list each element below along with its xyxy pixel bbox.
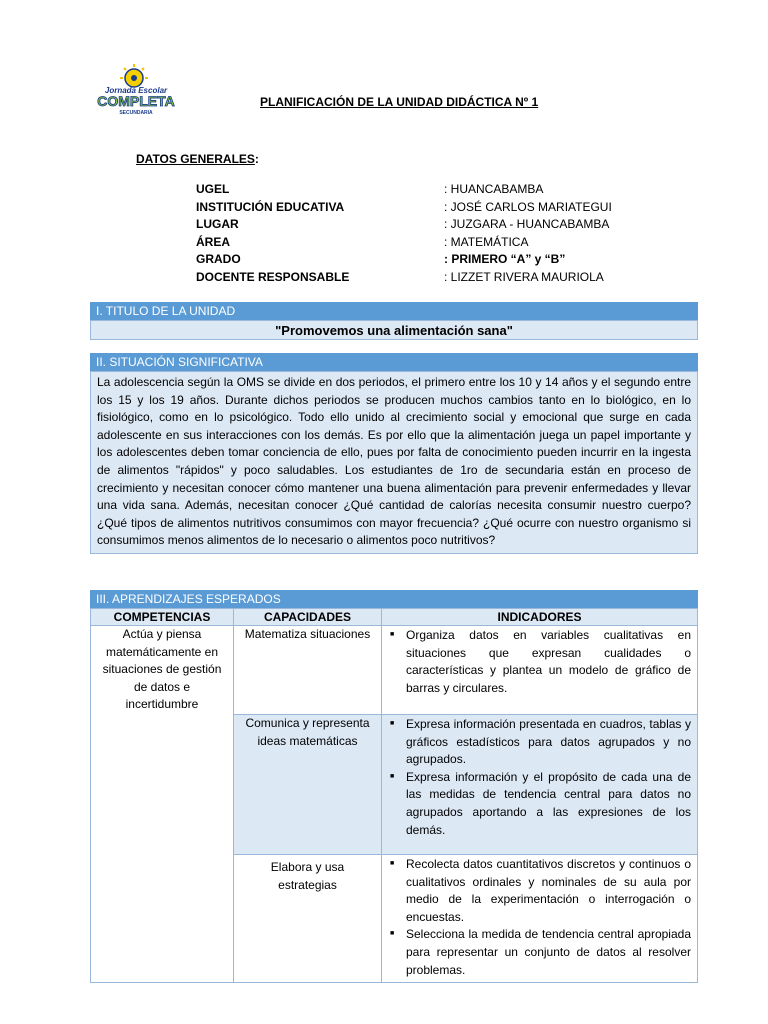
- datos-label: UGEL: [196, 182, 230, 196]
- section-heading: II. SITUACIÓN SIGNIFICATIVA: [90, 353, 698, 371]
- competencia-cell: Actúa y piensa matemáticamente en situaciones de gestión de datos e incertidumbre: [91, 626, 234, 983]
- column-header: INDICADORES: [382, 609, 698, 626]
- datos-row-docente: [196, 269, 636, 287]
- capacidad-cell: Elabora y usa estrategias: [234, 855, 382, 983]
- list-item: ■ Recolecta datos cuantitativos discretos y continuos o cualitativos ordinales y nominales de su aula por medio de la experimentación o interrogación o encuestas.: [390, 856, 691, 926]
- aprendizajes-table: [90, 608, 698, 983]
- column-header: COMPETENCIAS: [91, 609, 234, 626]
- capacidad-cell: Matematiza situaciones: [234, 626, 382, 715]
- capacidad-cell: Comunica y representa ideas matemáticas: [234, 715, 382, 855]
- datos-label: DOCENTE RESPONSABLE: [196, 269, 350, 284]
- datos-value: : MATEMÁTICA: [444, 234, 529, 249]
- indicadores-cell: [382, 855, 698, 983]
- datos-value: : LIZZET RIVERA MAURIOLA: [444, 269, 604, 284]
- list-item: ■ Selecciona la medida de tendencia central apropiada para representar un conjunto de datos al resolver problemas.: [390, 926, 691, 979]
- indicadores-cell: [382, 626, 698, 715]
- datos-value: : HUANCABAMBA: [444, 182, 544, 196]
- datos-label: LUGAR: [196, 217, 239, 231]
- sun-icon: [120, 64, 148, 87]
- section-heading: III. APRENDIZAJES ESPERADOS: [90, 590, 698, 608]
- datos-generales-list: [196, 181, 636, 286]
- list-item: ■ Expresa información y el propósito de cada una de las medidas de tendencia central para datos no agrupados aportando a las expresiones de los demás.: [390, 769, 691, 839]
- logo-text-top: Jornada Escolar: [104, 86, 168, 95]
- datos-value: : JOSÉ CARLOS MARIATEGUI: [444, 199, 612, 214]
- datos-label: GRADO: [196, 252, 241, 266]
- logo-text-bottom: SECUNDARIA: [119, 110, 153, 116]
- datos-label: ÁREA: [196, 234, 231, 249]
- column-header: CAPACIDADES: [234, 609, 382, 626]
- table-header-row: [91, 609, 698, 626]
- datos-generales-heading: DATOS GENERALES:: [136, 152, 259, 166]
- datos-row-lugar: [196, 216, 636, 234]
- list-item: ■ Organiza datos en variables cualitativas en situaciones que expresan cualidades o características y plantea un modelo de gráfico de barras y circulares.: [390, 627, 691, 697]
- datos-row-ugel: [196, 181, 636, 199]
- datos-value: : JUZGARA - HUANCABAMBA: [444, 217, 610, 231]
- logo-text-main: COMPLETA: [97, 93, 175, 109]
- section-titulo-unidad: [90, 302, 698, 340]
- section-aprendizajes-esperados: [90, 590, 698, 983]
- list-item: ■ Expresa información presentada en cuadros, tablas y gráficos estadísticos para datos agrupados y no agrupados.: [390, 716, 691, 769]
- unit-title: "Promovemos una alimentación sana": [90, 320, 698, 340]
- jornada-escolar-completa-logo: [88, 62, 184, 124]
- datos-row-area: [196, 234, 636, 252]
- section-situacion-significativa: [90, 353, 698, 554]
- indicadores-cell: [382, 715, 698, 855]
- datos-value: : PRIMERO “A” y “B”: [444, 252, 566, 266]
- situacion-text: La adolescencia según la OMS se divide en dos periodos, el primero entre los 10 y 14 años y el segundo entre los 15 y los 19 años. Durante dichos periodos se producen muchos cambios tanto en lo biológico, en lo fisiológico, como en lo psicológico. Todo ello unido al crecimiento social y emocional que surge en cada adolescente en sus interacciones con los demás. Es por ello que la alimentación juega un papel importante y los adolescentes deben tomar conciencia de ello, pues por falta de conocimiento pueden incurrir en la ingesta de alimentos "rápidos" y poco saludables. Los estudiantes de 1ro de secundaria están en proceso de crecimiento y necesitan conocer cómo mantener una buena alimentación para prevenir enfermedades y llevar una vida sana. Además, necesitan conocer ¿Qué cantidad de calorías necesita consumir nuestro cuerpo? ¿Qué tipos de alimentos nutritivos consumimos con mayor frecuencia? ¿Qué ocurre con nuestro organismo si consumimos menos alimentos de lo necesario o alimentos poco nutritivos?: [90, 371, 698, 554]
- section-heading: I. TITULO DE LA UNIDAD: [90, 302, 698, 320]
- document-title: PLANIFICACIÓN DE LA UNIDAD DIDÁCTICA Nº 1: [260, 95, 539, 109]
- datos-label: INSTITUCIÓN EDUCATIVA: [196, 199, 345, 214]
- table-row: [91, 626, 698, 715]
- datos-row-institucion: [196, 199, 636, 217]
- datos-row-grado: [196, 251, 636, 269]
